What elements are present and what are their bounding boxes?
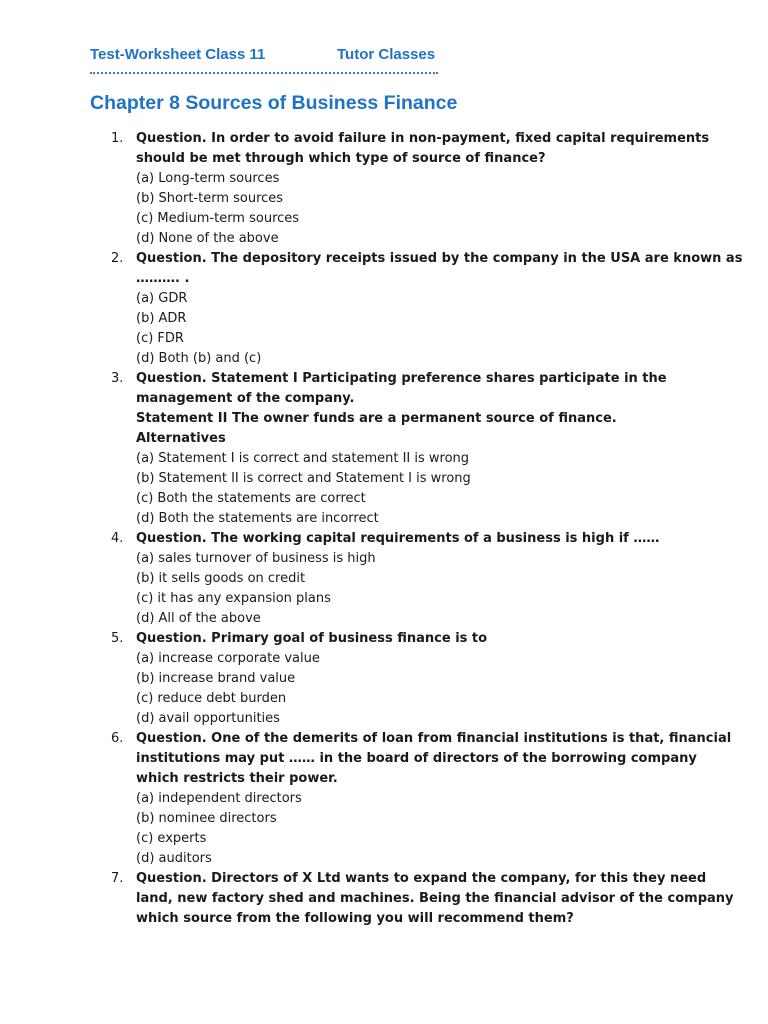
question-text-line: Question. Directors of X Ltd wants to expand the company, for this they need	[136, 871, 707, 886]
question-item	[0, 369, 696, 529]
worksheet-header	[90, 46, 438, 74]
tutor-name: Tutor Classes	[337, 46, 436, 63]
answer-option: (a) Statement I is correct and statement II is wrong	[136, 451, 470, 466]
answer-option: (d) Both the statements are incorrect	[136, 511, 379, 526]
question-item	[0, 629, 696, 729]
question-text-line: Question. The depository receipts issued by the company in the USA are known as	[136, 251, 743, 266]
question-item	[0, 529, 696, 629]
question-text-line: management of the company.	[136, 391, 355, 406]
answer-option: (c) FDR	[136, 331, 184, 346]
question-number: 3.	[111, 371, 124, 386]
answer-option: (c) Medium-term sources	[136, 211, 300, 226]
question-number: 4.	[111, 531, 124, 546]
question-text-line: Question. In order to avoid failure in non-payment, fixed capital requirements	[136, 131, 710, 146]
question-text-line: land, new factory shed and machines. Being the financial advisor of the company	[136, 891, 734, 906]
question-list	[0, 129, 768, 929]
question-text-line: Question. Primary goal of business finance is to	[136, 631, 488, 646]
question-text-line: Question. The working capital requirements of a business is high if ……	[136, 531, 660, 546]
question-number: 1.	[111, 131, 124, 146]
answer-option: (d) auditors	[136, 851, 212, 866]
question-number: 7.	[111, 871, 124, 886]
answer-option: (d) Both (b) and (c)	[136, 351, 262, 366]
answer-option: (d) None of the above	[136, 231, 279, 246]
answer-option: (a) Long-term sources	[136, 171, 280, 186]
answer-option: (a) sales turnover of business is high	[136, 551, 376, 566]
question-item	[0, 249, 743, 369]
question-text-line: which source from the following you will recommend them?	[136, 911, 574, 926]
question-number: 6.	[111, 731, 124, 746]
answer-option: (d) All of the above	[136, 611, 261, 626]
question-text-line: which restricts their power.	[136, 771, 338, 786]
answer-option: (b) Statement II is correct and Statement I is wrong	[136, 471, 471, 486]
answer-option: (a) independent directors	[136, 791, 302, 806]
answer-option: (a) increase corporate value	[136, 651, 320, 666]
answer-option: (d) avail opportunities	[136, 711, 280, 726]
question-item	[0, 869, 734, 929]
question-text-line: Question. Statement I Participating preference shares participate in the	[136, 371, 667, 386]
chapter-title: Chapter 8 Sources of Business Finance	[90, 92, 458, 114]
question-text-line: ………. .	[136, 271, 190, 286]
question-text-line: Statement II The owner funds are a permanent source of finance.	[136, 411, 617, 426]
question-item	[0, 129, 710, 249]
answer-option: (b) it sells goods on credit	[136, 571, 306, 586]
question-number: 5.	[111, 631, 124, 646]
answer-option: (c) reduce debt burden	[136, 691, 287, 706]
answer-option: (b) increase brand value	[136, 671, 296, 686]
answer-option: (a) GDR	[136, 291, 188, 306]
worksheet-title: Test-Worksheet Class 11	[90, 46, 266, 63]
answer-option: (c) it has any expansion plans	[136, 591, 331, 606]
answer-option: (c) experts	[136, 831, 207, 846]
question-text-line: Alternatives	[136, 431, 226, 446]
answer-option: (b) nominee directors	[136, 811, 277, 826]
question-number: 2.	[111, 251, 124, 266]
question-text-line: institutions may put …… in the board of directors of the borrowing company	[136, 751, 697, 766]
question-item	[0, 729, 732, 869]
question-text-line: Question. One of the demerits of loan from financial institutions is that, financial	[136, 731, 732, 746]
answer-option: (b) Short-term sources	[136, 191, 284, 206]
question-text-line: should be met through which type of source of finance?	[136, 151, 546, 166]
answer-option: (c) Both the statements are correct	[136, 491, 366, 506]
answer-option: (b) ADR	[136, 311, 187, 326]
